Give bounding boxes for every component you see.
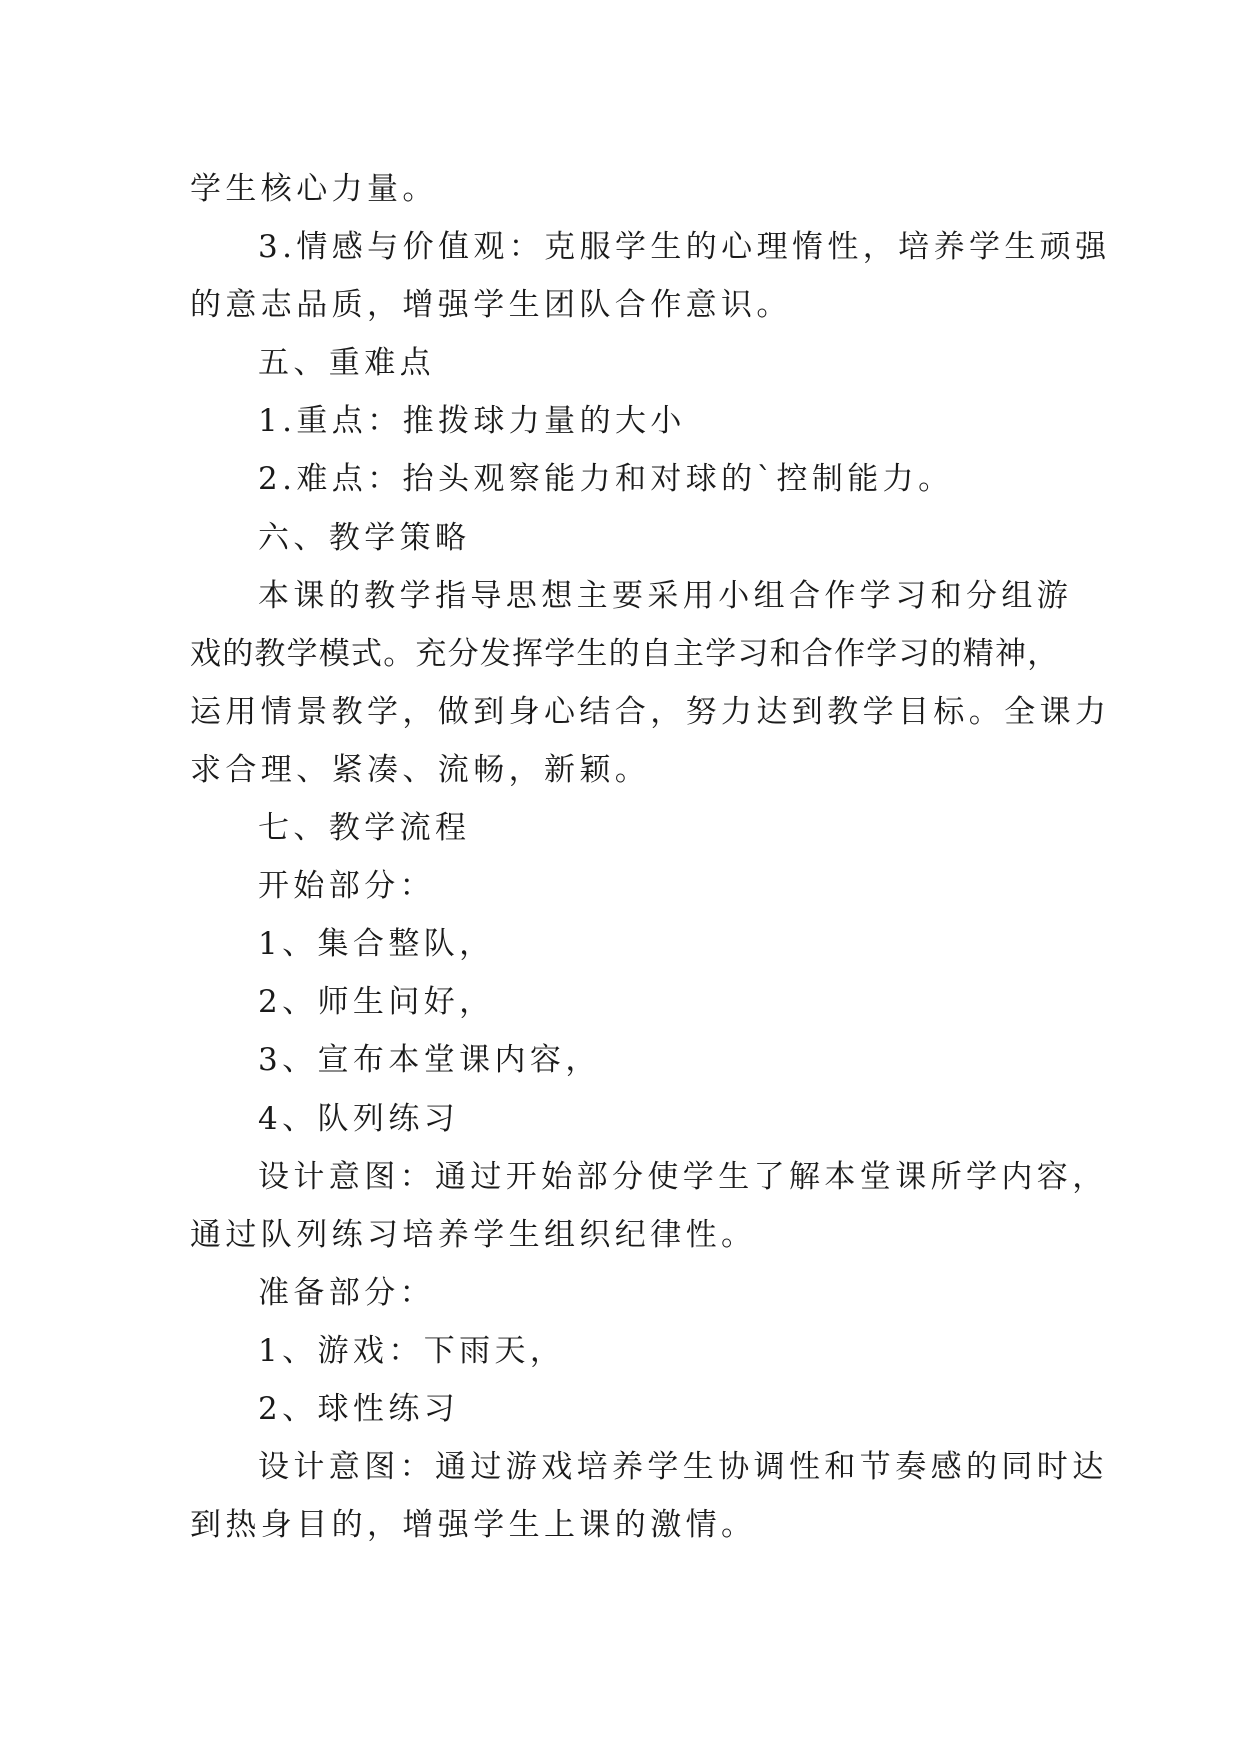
- paragraph-line: 通过队列练习培养学生组织纪律性。: [190, 1216, 757, 1253]
- paragraph-line: 学生核心力量。: [190, 171, 438, 207]
- section-heading: 五、重难点: [258, 345, 435, 382]
- list-item: 1.重点：推拨球力量的大小: [258, 403, 686, 440]
- document-body: [190, 160, 1111, 1554]
- section-heading: 七、教学流程: [258, 810, 471, 847]
- subsection-heading: 开始部分：: [258, 868, 435, 905]
- list-item: 2、球性练习: [258, 1390, 460, 1427]
- paragraph-line: 求合理、紧凑、流畅，新颖。: [190, 751, 651, 788]
- section-heading: 六、教学策略: [258, 519, 471, 556]
- paragraph-line: 3.情感与价值观：克服学生的心理惰性，培养学生顽强: [258, 229, 1111, 266]
- paragraph-line: 本课的教学指导思想主要采用小组合作学习和分组游: [258, 577, 1073, 614]
- list-item: 2.难点：抬头观察能力和对球的`控制能力。: [258, 461, 954, 498]
- paragraph-line: 设计意图：通过游戏培养学生协调性和节奏感的同时达: [258, 1449, 1108, 1486]
- subsection-heading: 准备部分：: [258, 1274, 435, 1311]
- paragraph-line: 的意志品质，增强学生团队合作意识。: [190, 287, 792, 324]
- list-item: 1、游戏：下雨天，: [258, 1332, 566, 1369]
- list-item: 1、集合整队，: [258, 926, 495, 963]
- paragraph-line: 戏的教学模式。充分发挥学生的自主学习和合作学习的精神，: [190, 635, 1060, 672]
- paragraph-line: 到热身目的，增强学生上课的激情。: [190, 1507, 757, 1544]
- paragraph-line: 运用情景教学，做到身心结合，努力达到教学目标。全课力: [190, 693, 1111, 730]
- list-item: 3、宣布本堂课内容，: [258, 1042, 601, 1079]
- list-item: 4、队列练习: [258, 1100, 460, 1137]
- list-item: 2、师生问好，: [258, 984, 495, 1021]
- paragraph-line: 设计意图：通过开始部分使学生了解本堂课所学内容，: [258, 1158, 1108, 1195]
